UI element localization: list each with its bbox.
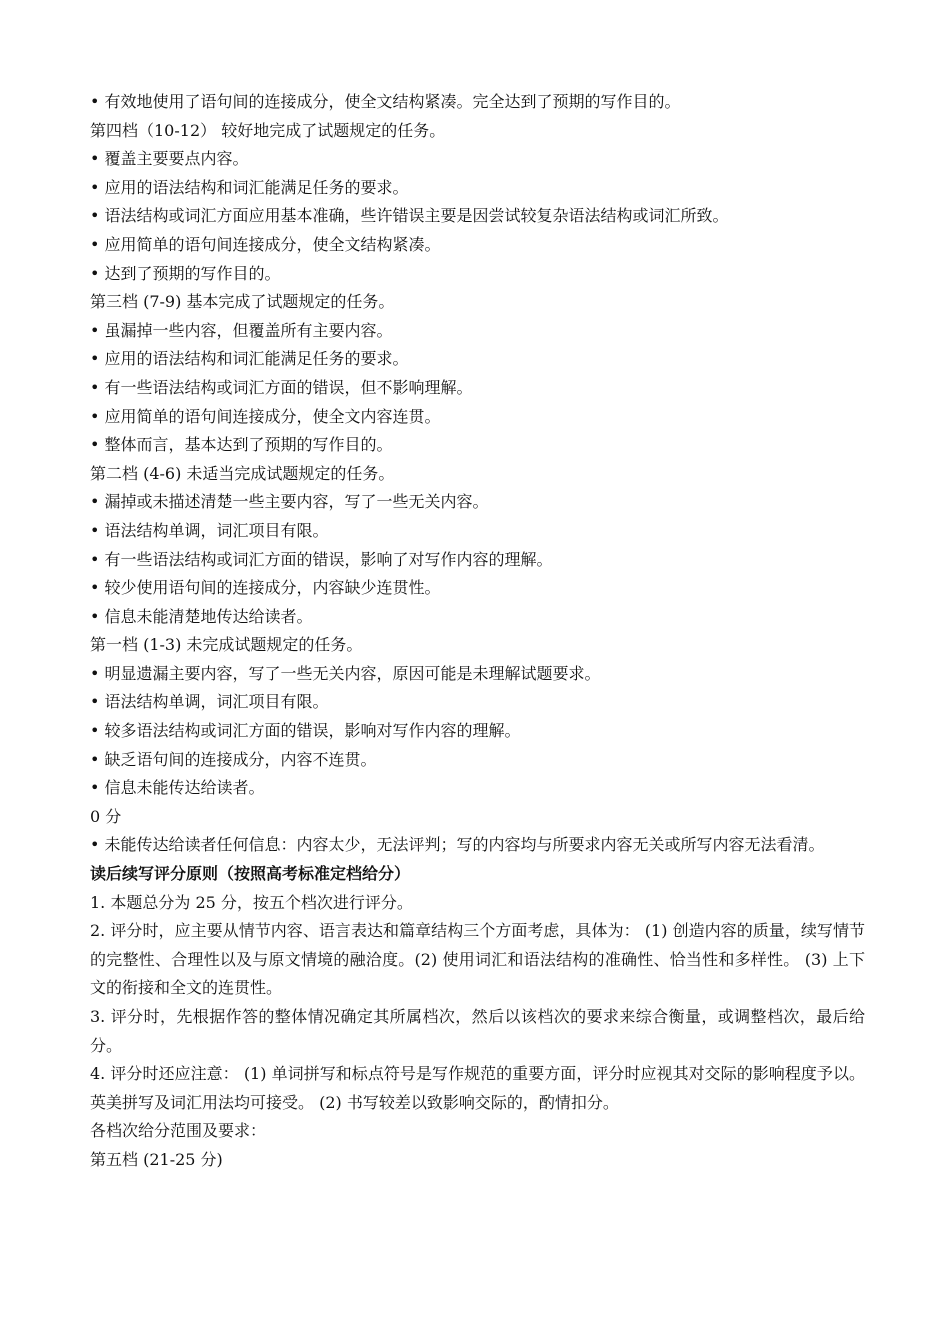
bullet-item: • 有一些语法结构或词汇方面的错误，影响了对写作内容的理解。	[90, 549, 553, 569]
rule-item: 2. 评分时，应主要从情节内容、语言表达和篇章结构三个方面考虑，具体为： (1) 创造内容的质量，续写情节的完整性、合理性以及与原文情境的融洽度。(2) 使用词汇和语法结构的准确性、恰当性和多样性。 (3) 上下文的衔接和全文的连贯性。	[90, 921, 865, 998]
tier-5-heading: 第五档 (21-25 分)	[90, 1149, 223, 1169]
bullet-item: • 应用简单的语句间连接成分，使全文内容连贯。	[90, 406, 441, 426]
tier-4-heading: 第四档（10-12） 较好地完成了试题规定的任务。	[90, 120, 446, 140]
bullet-item: • 信息未能传达给读者。	[90, 778, 265, 798]
bullet-item: • 较少使用语句间的连接成分，内容缺少连贯性。	[90, 578, 441, 598]
bullet-item: • 应用的语法结构和词汇能满足任务的要求。	[90, 349, 409, 369]
bullet-item: • 有效地使用了语句间的连接成分，使全文结构紧凑。完全达到了预期的写作目的。	[90, 92, 681, 111]
rule-item: 1. 本题总分为 25 分，按五个档次进行评分。	[90, 892, 413, 912]
tier-3-heading: 第三档 (7-9) 基本完成了试题规定的任务。	[90, 292, 395, 312]
section-title: 读后续写评分原则（按照高考标准定档给分）	[90, 864, 411, 884]
bullet-item: • 明显遗漏主要内容，写了一些无关内容，原因可能是未理解试题要求。	[90, 663, 601, 683]
rule-item: 3. 评分时，先根据作答的整体情况确定其所属档次，然后以该档次的要求来综合衡量，或调整档次，最后给分。	[90, 1007, 865, 1055]
bullet-item: • 整体而言，基本达到了预期的写作目的。	[90, 435, 393, 455]
document-body	[90, 88, 865, 1175]
tier-0-heading: 0 分	[90, 806, 122, 826]
bullet-item: • 漏掉或未描述清楚一些主要内容，写了一些无关内容。	[90, 492, 489, 512]
bullet-item: • 虽漏掉一些内容，但覆盖所有主要内容。	[90, 320, 393, 340]
bullet-item: • 有一些语法结构或词汇方面的错误，但不影响理解。	[90, 377, 473, 397]
bullet-item: • 达到了预期的写作目的。	[90, 263, 281, 283]
ranges-heading: 各档次给分范围及要求：	[90, 1121, 267, 1141]
bullet-item: • 信息未能清楚地传达给读者。	[90, 606, 313, 626]
tier-0-description: • 未能传达给读者任何信息：内容太少，无法评判；写的内容均与所要求内容无关或所写内容无法看清。	[90, 835, 825, 855]
bullet-item: • 应用的语法结构和词汇能满足任务的要求。	[90, 177, 409, 197]
tier-1-heading: 第一档 (1-3) 未完成试题规定的任务。	[90, 635, 363, 655]
bullet-item: • 较多语法结构或词汇方面的错误，影响对写作内容的理解。	[90, 721, 521, 741]
rule-item: 4. 评分时还应注意： (1) 单词拼写和标点符号是写作规范的重要方面，评分时应视其对交际的影响程度予以。 英美拼写及词汇用法均可接受。 (2) 书写较差以致影响交际的，酌情扣分。	[90, 1064, 865, 1112]
bullet-item: • 缺乏语句间的连接成分，内容不连贯。	[90, 749, 377, 769]
bullet-item: • 语法结构或词汇方面应用基本准确，些许错误主要是因尝试较复杂语法结构或词汇所致。	[90, 206, 729, 226]
bullet-item: • 覆盖主要要点内容。	[90, 149, 249, 169]
bullet-item: • 语法结构单调，词汇项目有限。	[90, 520, 329, 540]
bullet-item: • 应用简单的语句间连接成分，使全文结构紧凑。	[90, 234, 441, 254]
tier-2-heading: 第二档 (4-6) 未适当完成试题规定的任务。	[90, 463, 395, 483]
bullet-item: • 语法结构单调，词汇项目有限。	[90, 692, 329, 712]
